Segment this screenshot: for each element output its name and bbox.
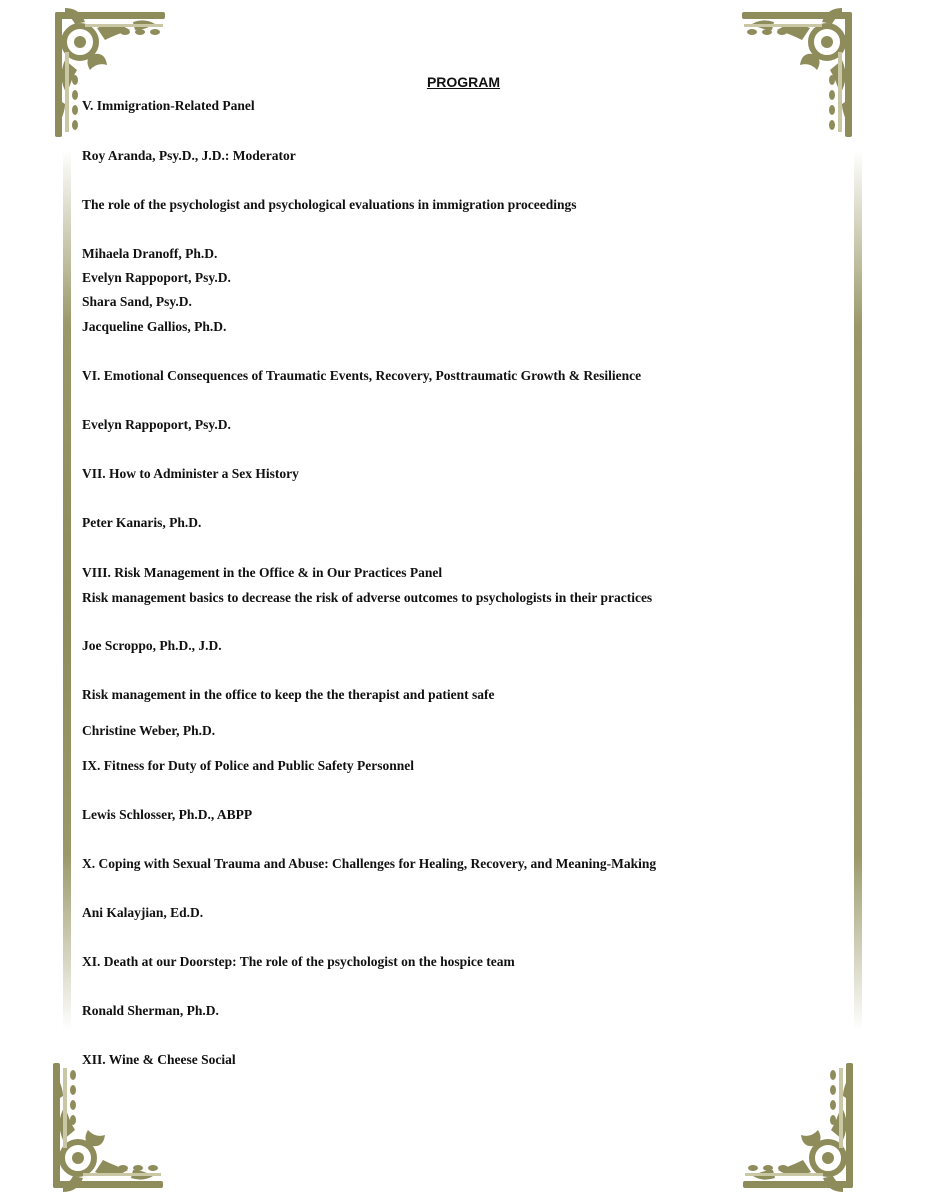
corner-ornament-bottom-right	[733, 1050, 873, 1200]
presenter-name: Ani Kalayjian, Ed.D.	[82, 905, 204, 920]
session-subtitle: Risk management basics to decrease the risk of adverse outcomes to psychologists in their practices	[82, 590, 653, 605]
page-title: PROGRAM	[426, 74, 501, 90]
presenter-name: Evelyn Rappoport, Psy.D.	[82, 270, 231, 285]
session-title: VI. Emotional Consequences of Traumatic Events, Recovery, Posttraumatic Growth & Resilience	[82, 368, 642, 383]
session-title: VIII. Risk Management in the Office & in Our Practices Panel	[82, 565, 443, 580]
presenter-name: Joe Scroppo, Ph.D., J.D.	[82, 638, 222, 653]
session-title: XII. Wine & Cheese Social	[82, 1052, 236, 1067]
right-border-rule	[854, 150, 862, 1030]
session-title: IX. Fitness for Duty of Police and Public Safety Personnel	[82, 758, 414, 773]
moderator-name: Roy Aranda, Psy.D., J.D.: Moderator	[82, 148, 296, 163]
presenter-name: Mihaela Dranoff, Ph.D.	[82, 246, 218, 261]
session-subtitle: The role of the psychologist and psychological evaluations in immigration proceedings	[82, 197, 577, 212]
presenter-name: Evelyn Rappoport, Psy.D.	[82, 417, 231, 432]
presenter-name: Jacqueline Gallios, Ph.D.	[82, 319, 227, 334]
presenter-name: Shara Sand, Psy.D.	[82, 294, 192, 309]
corner-ornament-bottom-left	[33, 1050, 173, 1200]
left-border-rule	[63, 150, 71, 1030]
presenter-name: Ronald Sherman, Ph.D.	[82, 1003, 219, 1018]
session-title: V. Immigration-Related Panel	[82, 98, 255, 113]
presenter-name: Peter Kanaris, Ph.D.	[82, 515, 202, 530]
session-title: VII. How to Administer a Sex History	[82, 466, 299, 481]
session-title: XI. Death at our Doorstep: The role of the psychologist on the hospice team	[82, 954, 515, 969]
session-title: X. Coping with Sexual Trauma and Abuse: Challenges for Healing, Recovery, and Meaning-Making	[82, 856, 657, 871]
session-subtitle: Risk management in the office to keep the the therapist and patient safe	[82, 687, 495, 702]
presenter-name: Lewis Schlosser, Ph.D., ABPP	[82, 807, 253, 822]
presenter-name: Christine Weber, Ph.D.	[82, 723, 216, 738]
